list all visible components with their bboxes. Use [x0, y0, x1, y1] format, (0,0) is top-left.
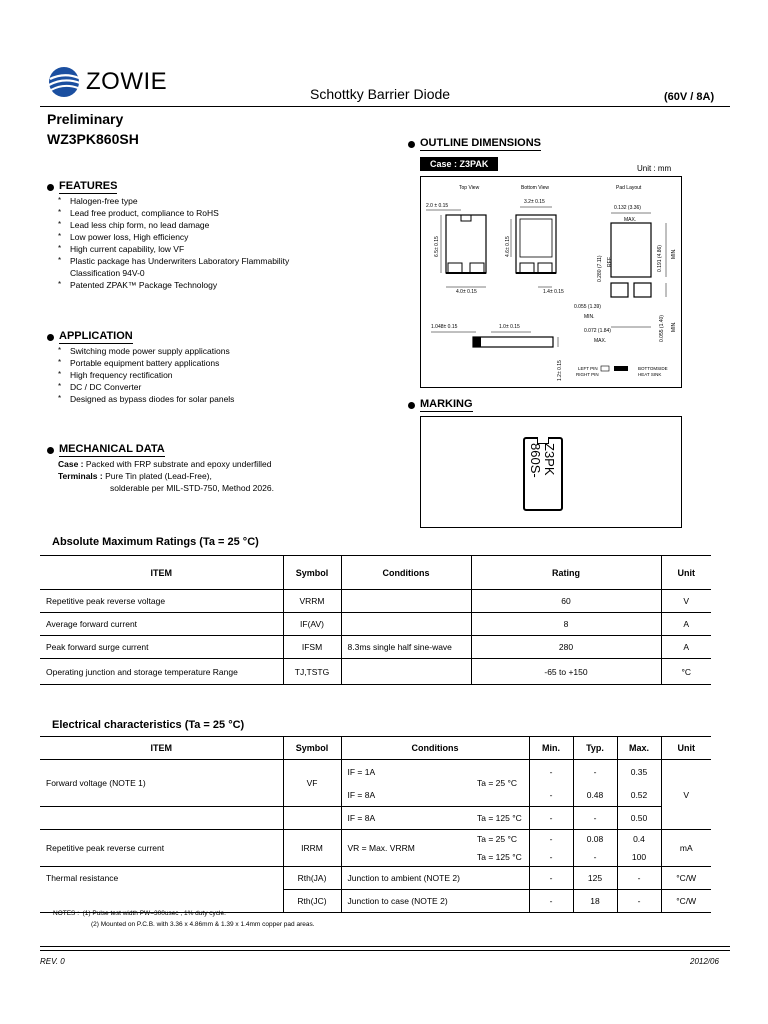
revision: REV. 0 [40, 957, 65, 966]
bullet-dot-icon [47, 447, 54, 454]
table-row [40, 867, 711, 890]
max-cell: 100 [617, 848, 661, 867]
pad-dim-1-max: MAX. [624, 217, 637, 223]
item-cell: Repetitive peak reverse current [40, 830, 283, 867]
list-item: * Portable equipment battery applications [58, 357, 338, 369]
pad-dim-4: 0.055 (1.39) [574, 304, 601, 310]
release-date: 2012/06 [690, 957, 719, 966]
item-cell: Peak forward surge current [40, 636, 283, 659]
rating-cell: -65 to +150 [471, 659, 661, 685]
pad-dim-5: 0.072 (1.84) [584, 328, 611, 334]
note-2: (2) Mounted on P.C.B. with 3.36 x 4.86mm & 1.39 x 1.4mm copper pad areas. [91, 921, 315, 928]
min-cell: - [529, 807, 573, 830]
list-item: * Switching mode power supply applications [58, 345, 338, 357]
notes [53, 908, 653, 930]
typ-cell: 125 [573, 867, 617, 890]
temp-cell: Ta = 125 °C [471, 807, 529, 830]
list-item: * Lead less chip form, no lead damage [58, 219, 338, 231]
package-drawing [421, 177, 681, 387]
terminals-value-2: solderable per MIL-STD-750, Method 2026. [110, 483, 274, 493]
left-pin-label: LEFT PIN [578, 366, 598, 371]
zowie-globe-icon [48, 66, 82, 98]
unit-cell: A [661, 613, 711, 636]
max-cell: 0.52 [617, 783, 661, 807]
marking-box [420, 416, 682, 528]
list-item: * High current capability, low VF [58, 243, 338, 255]
pad-dim-4-min: MIN. [584, 314, 595, 320]
symbol-cell: Rth(JC) [283, 890, 341, 913]
item-cell: Operating junction and storage temperature Range [40, 659, 283, 685]
unit-cell: A [661, 636, 711, 659]
min-cell: - [529, 783, 573, 807]
list-item-continued: Classification 94V-0 [70, 268, 145, 278]
unit-label: Unit : mm [637, 164, 672, 173]
symbol-cell: IRRM [283, 830, 341, 867]
marking-line-2: 860S- [528, 443, 543, 478]
min-cell: - [529, 848, 573, 867]
features-heading: FEATURES [47, 180, 117, 194]
typ-cell: 0.08 [573, 830, 617, 849]
preliminary-label: Preliminary [47, 111, 124, 127]
max-cell: - [617, 890, 661, 913]
typ-cell: - [573, 807, 617, 830]
heat-sink-label: HEAT SINK [638, 372, 662, 377]
header-rule [40, 106, 730, 107]
max-cell: 0.35 [617, 760, 661, 784]
dim-4-0: 4.0± 0.15 [456, 289, 477, 295]
conditions-cell: IF = 1A [341, 760, 471, 784]
item-cell: Average forward current [40, 613, 283, 636]
item-cell: Repetitive peak reverse voltage [40, 590, 283, 613]
symbol-cell: Rth(JA) [283, 867, 341, 890]
dim-3-2: 3.2± 0.15 [524, 199, 545, 205]
pad-dim-3-min: MIN. [671, 248, 677, 259]
dim-1-048: 1.048± 0.15 [431, 324, 458, 330]
application-list [58, 345, 338, 405]
table-row [40, 590, 711, 613]
conditions-cell: VR = Max. VRRM [341, 830, 471, 867]
col-symbol: Symbol [283, 556, 341, 590]
bullet-dot-icon [408, 141, 415, 148]
table-row [40, 613, 711, 636]
conditions-cell [341, 590, 471, 613]
max-cell: 0.4 [617, 830, 661, 849]
case-value: Packed with FRP substrate and epoxy underfilled [85, 459, 272, 469]
unit-cell: °C/W [661, 867, 711, 890]
marking-package [523, 437, 563, 511]
symbol-cell: IF(AV) [283, 613, 341, 636]
list-item: * Designed as bypass diodes for solar panels [58, 393, 338, 405]
pad-dim-2: 0.280 (7.11) [597, 255, 603, 282]
part-number: WZ3PK860SH [47, 131, 139, 147]
outline-dimensions-drawing [420, 176, 682, 388]
terminals-label: Terminals : [58, 471, 103, 481]
right-pin-label: RIGHT PIN [576, 372, 599, 377]
conditions-cell: IF = 8A [341, 783, 471, 807]
rating-tag: (60V / 8A) [664, 91, 715, 103]
abs-max-table [40, 555, 711, 685]
dim-4-6: 4.6± 0.15 [505, 236, 511, 257]
dim-1-2: 1.2± 0.15 [557, 360, 563, 381]
typ-cell: 18 [573, 890, 617, 913]
pad-dim-6-min: MIN. [671, 321, 677, 332]
col-item: ITEM [40, 737, 283, 760]
col-rating: Rating [471, 556, 661, 590]
typ-cell: - [573, 848, 617, 867]
outline-heading: OUTLINE DIMENSIONS [408, 137, 541, 151]
notes-label: NOTES : [53, 910, 80, 917]
temp-cell: Ta = 25 °C [471, 830, 529, 849]
pad-dim-5-max: MAX. [594, 338, 607, 344]
col-conditions: Conditions [341, 737, 529, 760]
terminals-value: Pure Tin plated (Lead-Free), [105, 471, 212, 481]
min-cell: - [529, 867, 573, 890]
marking-line-1: Z3PK [542, 443, 557, 476]
top-view-label: Top View [459, 185, 480, 191]
list-item: * High frequency rectification [58, 369, 338, 381]
item-cell: Thermal resistance [40, 867, 283, 913]
case-tag: Case : Z3PAK [420, 157, 498, 171]
table-row [40, 830, 711, 849]
list-item: * Patented ZPAK™ Package Technology [58, 279, 338, 291]
pad-dim-1: 0.132 (3.36) [614, 205, 641, 211]
elec-title: Electrical characteristics (Ta = 25 °C) [52, 719, 245, 731]
col-max: Max. [617, 737, 661, 760]
bottomside-label: BOTTOMSIDE [638, 366, 668, 371]
case-label: Case : [58, 459, 84, 469]
mechanical-data [58, 458, 358, 494]
dim-2-0: 2.0 ± 0.15 [426, 203, 449, 209]
pad-dim-6: 0.055 (1.40) [659, 315, 665, 342]
marking-heading: MARKING [408, 398, 473, 412]
pad-dim-3: 0.191 (4.86) [657, 245, 663, 272]
unit-cell: °C/W [661, 890, 711, 913]
application-heading: APPLICATION [47, 330, 133, 344]
conditions-cell: Junction to ambient (NOTE 2) [341, 867, 529, 890]
max-cell: - [617, 867, 661, 890]
rating-cell: 8 [471, 613, 661, 636]
abs-max-title: Absolute Maximum Ratings (Ta = 25 °C) [52, 536, 259, 548]
unit-cell: mA [661, 830, 711, 867]
bullet-dot-icon [47, 184, 54, 191]
bullet-dot-icon [408, 402, 415, 409]
table-row [40, 807, 711, 830]
list-item: * Low power loss, High efficiency [58, 231, 338, 243]
symbol-cell: IFSM [283, 636, 341, 659]
conditions-cell [341, 613, 471, 636]
symbol-cell: TJ,TSTG [283, 659, 341, 685]
pad-layout-label: Pad Layout [616, 185, 642, 191]
dim-1-4: 1.4± 0.15 [543, 289, 564, 295]
item-cell: Forward voltage (NOTE 1) [40, 760, 283, 807]
logo-text: ZOWIE [86, 68, 168, 95]
note-1: (1) Pulse test width PW=300usec , 1% duty cycle. [82, 910, 226, 917]
table-header-row [40, 737, 711, 760]
col-symbol: Symbol [283, 737, 341, 760]
min-cell: - [529, 830, 573, 849]
elec-table [40, 736, 711, 913]
symbol-cell: VF [283, 760, 341, 807]
temp-cell: Ta = 25 °C [471, 760, 529, 807]
min-cell: - [529, 890, 573, 913]
company-logo [48, 66, 178, 98]
conditions-cell: Junction to case (NOTE 2) [341, 890, 529, 913]
col-item: ITEM [40, 556, 283, 590]
col-unit: Unit [661, 556, 711, 590]
list-item: * Halogen-free type [58, 195, 338, 207]
footer-rule-2 [40, 950, 730, 951]
rating-cell: 280 [471, 636, 661, 659]
conditions-cell: IF = 8A [341, 807, 471, 830]
col-min: Min. [529, 737, 573, 760]
features-list [58, 195, 338, 291]
conditions-cell [341, 659, 471, 685]
unit-cell: V [661, 760, 711, 830]
temp-cell: Ta = 125 °C [471, 848, 529, 867]
list-item: * DC / DC Converter [58, 381, 338, 393]
symbol-cell: VRRM [283, 590, 341, 613]
table-header-row [40, 556, 711, 590]
min-cell: - [529, 760, 573, 784]
dim-1-0: 1.0± 0.15 [499, 324, 520, 330]
pad-dim-2-ref: REF. [607, 256, 613, 267]
col-unit: Unit [661, 737, 711, 760]
unit-cell: V [661, 590, 711, 613]
dim-6-5: 6.5± 0.15 [434, 236, 440, 257]
table-row [40, 659, 711, 685]
typ-cell: - [573, 760, 617, 784]
table-row [40, 636, 711, 659]
max-cell: 0.50 [617, 807, 661, 830]
footer-rule-1 [40, 946, 730, 947]
bullet-dot-icon [47, 334, 54, 341]
rating-cell: 60 [471, 590, 661, 613]
list-item: * Plastic package has Underwriters Laboratory Flammability [58, 255, 338, 267]
bottom-view-label: Bottom View [521, 185, 549, 191]
unit-cell: °C [661, 659, 711, 685]
document-title: Schottky Barrier Diode [310, 86, 451, 102]
col-conditions: Conditions [341, 556, 471, 590]
marking-text [528, 443, 556, 478]
conditions-cell: 8.3ms single half sine-wave [341, 636, 471, 659]
list-item: * Lead free product, compliance to RoHS [58, 207, 338, 219]
typ-cell: 0.48 [573, 783, 617, 807]
col-typ: Typ. [573, 737, 617, 760]
table-row [40, 760, 711, 784]
mechanical-heading: MECHANICAL DATA [47, 443, 165, 457]
